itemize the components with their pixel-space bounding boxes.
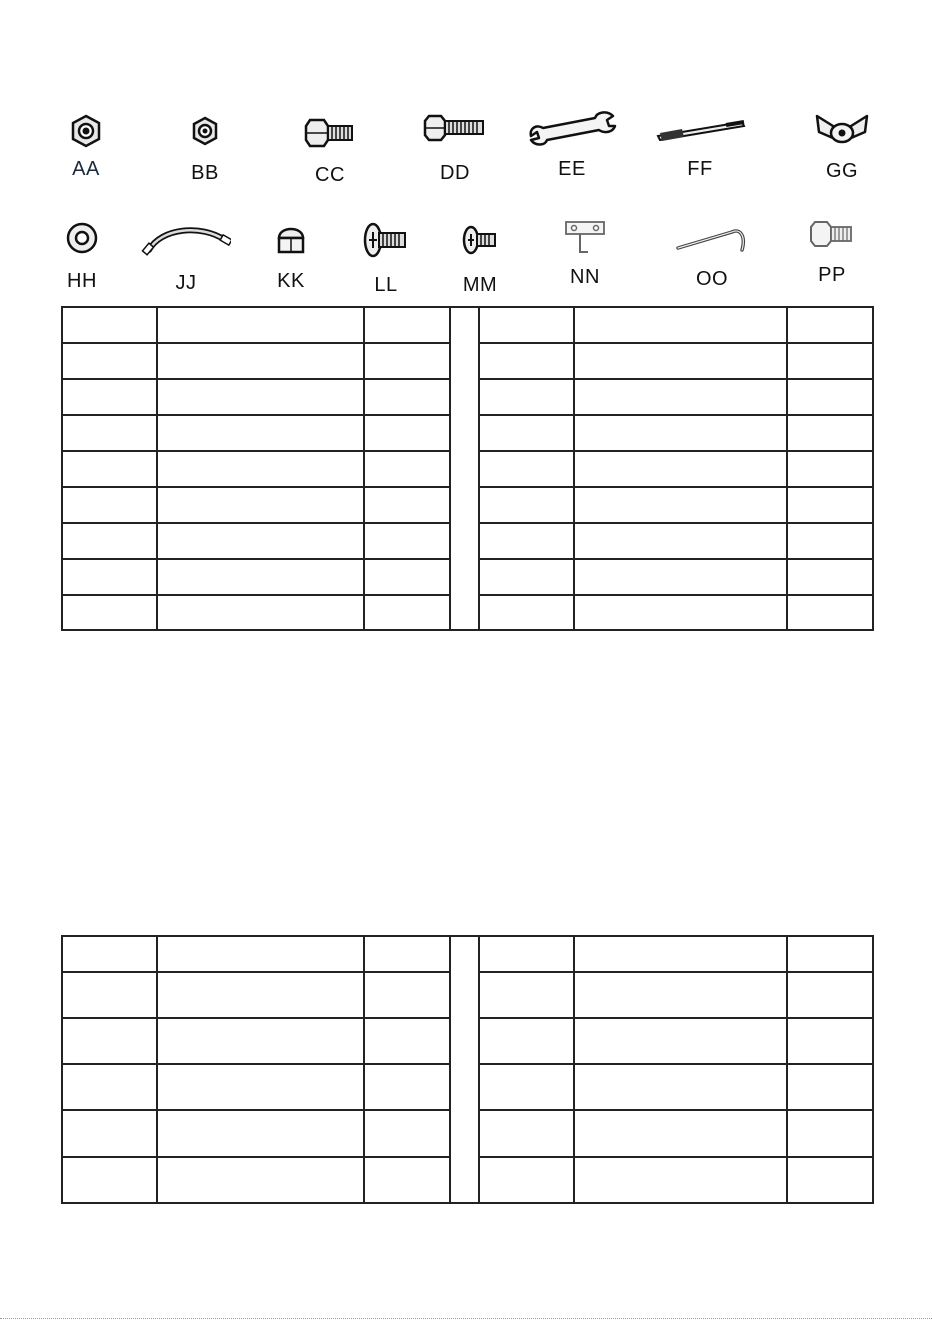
table-cell xyxy=(157,451,364,487)
hex-nut-icon xyxy=(185,114,225,150)
table-cell xyxy=(62,1110,157,1157)
table-cell xyxy=(479,523,574,559)
table-cell xyxy=(787,1157,873,1203)
table-cell xyxy=(157,487,364,523)
table-cell xyxy=(157,972,364,1018)
table-cell xyxy=(479,595,574,630)
table-cell xyxy=(157,523,364,559)
table-cell xyxy=(574,379,787,415)
table-cell xyxy=(787,487,873,523)
table-cell xyxy=(364,1018,450,1064)
table-cell xyxy=(157,343,364,379)
table-cell xyxy=(479,379,574,415)
table-cell xyxy=(62,343,157,379)
part-dd xyxy=(405,110,505,184)
table-cell xyxy=(479,1110,574,1157)
part-aa xyxy=(36,112,136,180)
table-cell xyxy=(62,379,157,415)
table-cell xyxy=(787,936,873,972)
table-cell xyxy=(787,523,873,559)
part-code: GG xyxy=(825,160,859,182)
part-code: AA xyxy=(72,158,100,180)
hook-rod-icon xyxy=(672,220,752,260)
table-cell xyxy=(62,972,157,1018)
part-code: HH xyxy=(67,270,97,292)
table-cell xyxy=(479,1064,574,1110)
table-cell xyxy=(157,1157,364,1203)
table-cell xyxy=(574,307,787,343)
table-row xyxy=(62,936,873,972)
flange-nut-icon xyxy=(66,112,106,152)
table-cell xyxy=(479,415,574,451)
part-code: CC xyxy=(315,164,345,186)
table-cell xyxy=(157,1064,364,1110)
part-code: DD xyxy=(440,162,470,184)
table-cell xyxy=(364,972,450,1018)
table-cell xyxy=(574,1157,787,1203)
table-separator xyxy=(450,307,479,630)
table-cell xyxy=(787,1064,873,1110)
washer-icon xyxy=(64,220,100,256)
part-code: MM xyxy=(462,274,498,296)
table-cell xyxy=(787,1018,873,1064)
pan-head-screw-icon xyxy=(361,220,411,260)
table-cell xyxy=(157,1110,364,1157)
parts-table-top xyxy=(61,306,874,631)
long-hex-bolt-icon xyxy=(423,110,487,144)
table-cell xyxy=(157,1018,364,1064)
table-cell xyxy=(479,1157,574,1203)
table-cell xyxy=(157,936,364,972)
table-cell xyxy=(479,936,574,972)
table-cell xyxy=(62,1064,157,1110)
part-code: NN xyxy=(570,266,600,288)
part-gg xyxy=(792,110,892,182)
table-cell xyxy=(157,595,364,630)
table-cell xyxy=(574,1064,787,1110)
table-cell xyxy=(364,1110,450,1157)
part-code: JJ xyxy=(175,272,197,294)
table-cell xyxy=(62,451,157,487)
cap-nut-icon xyxy=(271,220,311,258)
wing-nut-icon xyxy=(813,110,871,146)
part-code: EE xyxy=(558,158,586,180)
table-cell xyxy=(364,307,450,343)
table-cell xyxy=(479,307,574,343)
table-cell xyxy=(787,307,873,343)
table-cell xyxy=(479,1018,574,1064)
table-cell xyxy=(574,1018,787,1064)
table-cell xyxy=(574,559,787,595)
table-cell xyxy=(787,415,873,451)
table-cell xyxy=(157,415,364,451)
table-cell xyxy=(364,451,450,487)
table-cell xyxy=(364,1064,450,1110)
table-cell xyxy=(574,972,787,1018)
table-cell xyxy=(364,487,450,523)
table-cell xyxy=(787,972,873,1018)
part-code: OO xyxy=(695,268,729,290)
table-cell xyxy=(62,595,157,630)
part-kk xyxy=(241,220,341,292)
table-cell xyxy=(364,1157,450,1203)
part-code: FF xyxy=(687,158,713,180)
table-cell xyxy=(62,415,157,451)
table-cell xyxy=(574,343,787,379)
table-cell xyxy=(574,1110,787,1157)
cable-icon xyxy=(141,222,231,256)
part-nn xyxy=(535,218,635,288)
table-cell xyxy=(574,451,787,487)
table-cell xyxy=(787,343,873,379)
part-ll xyxy=(336,220,436,296)
part-code: BB xyxy=(191,162,219,184)
table-cell xyxy=(157,307,364,343)
table-cell xyxy=(62,559,157,595)
table-cell xyxy=(62,523,157,559)
table-cell xyxy=(787,595,873,630)
part-code: LL xyxy=(374,274,398,296)
part-ee xyxy=(522,110,622,180)
table-separator xyxy=(450,936,479,1203)
table-cell xyxy=(479,972,574,1018)
wrench-icon xyxy=(527,110,617,148)
table-cell xyxy=(574,415,787,451)
table-cell xyxy=(479,451,574,487)
table-cell xyxy=(364,379,450,415)
table-row xyxy=(62,307,873,343)
table-cell xyxy=(574,595,787,630)
part-mm xyxy=(430,222,530,296)
table-cell xyxy=(62,487,157,523)
table-cell xyxy=(62,1157,157,1203)
table-cell xyxy=(364,415,450,451)
table-cell xyxy=(157,559,364,595)
table-cell xyxy=(574,523,787,559)
table-cell xyxy=(574,936,787,972)
square-head-bolt-icon xyxy=(809,218,855,250)
table-cell xyxy=(479,343,574,379)
small-screw-icon xyxy=(459,222,501,258)
table-cell xyxy=(787,559,873,595)
table-cell xyxy=(479,487,574,523)
axle-rod-icon xyxy=(652,116,748,142)
table-cell xyxy=(574,487,787,523)
part-ff xyxy=(650,116,750,180)
part-cc xyxy=(280,114,380,186)
table-cell xyxy=(479,559,574,595)
table-cell xyxy=(364,595,450,630)
table-cell xyxy=(364,559,450,595)
table-cell xyxy=(157,379,364,415)
short-hex-bolt-icon xyxy=(302,114,358,150)
bracket-icon xyxy=(560,218,610,260)
part-bb xyxy=(155,114,255,184)
part-jj xyxy=(136,222,236,294)
table-cell xyxy=(787,1110,873,1157)
parts-table-bottom xyxy=(61,935,874,1204)
table-cell xyxy=(787,379,873,415)
table-cell xyxy=(364,936,450,972)
table-cell xyxy=(62,936,157,972)
part-code: KK xyxy=(277,270,305,292)
page-edge-divider xyxy=(0,1318,932,1319)
table-cell xyxy=(62,307,157,343)
table-cell xyxy=(787,451,873,487)
part-hh xyxy=(32,220,132,292)
table-cell xyxy=(364,343,450,379)
table-cell xyxy=(364,523,450,559)
part-pp xyxy=(782,218,882,286)
part-oo xyxy=(662,220,762,290)
part-code: PP xyxy=(818,264,846,286)
table-cell xyxy=(62,1018,157,1064)
